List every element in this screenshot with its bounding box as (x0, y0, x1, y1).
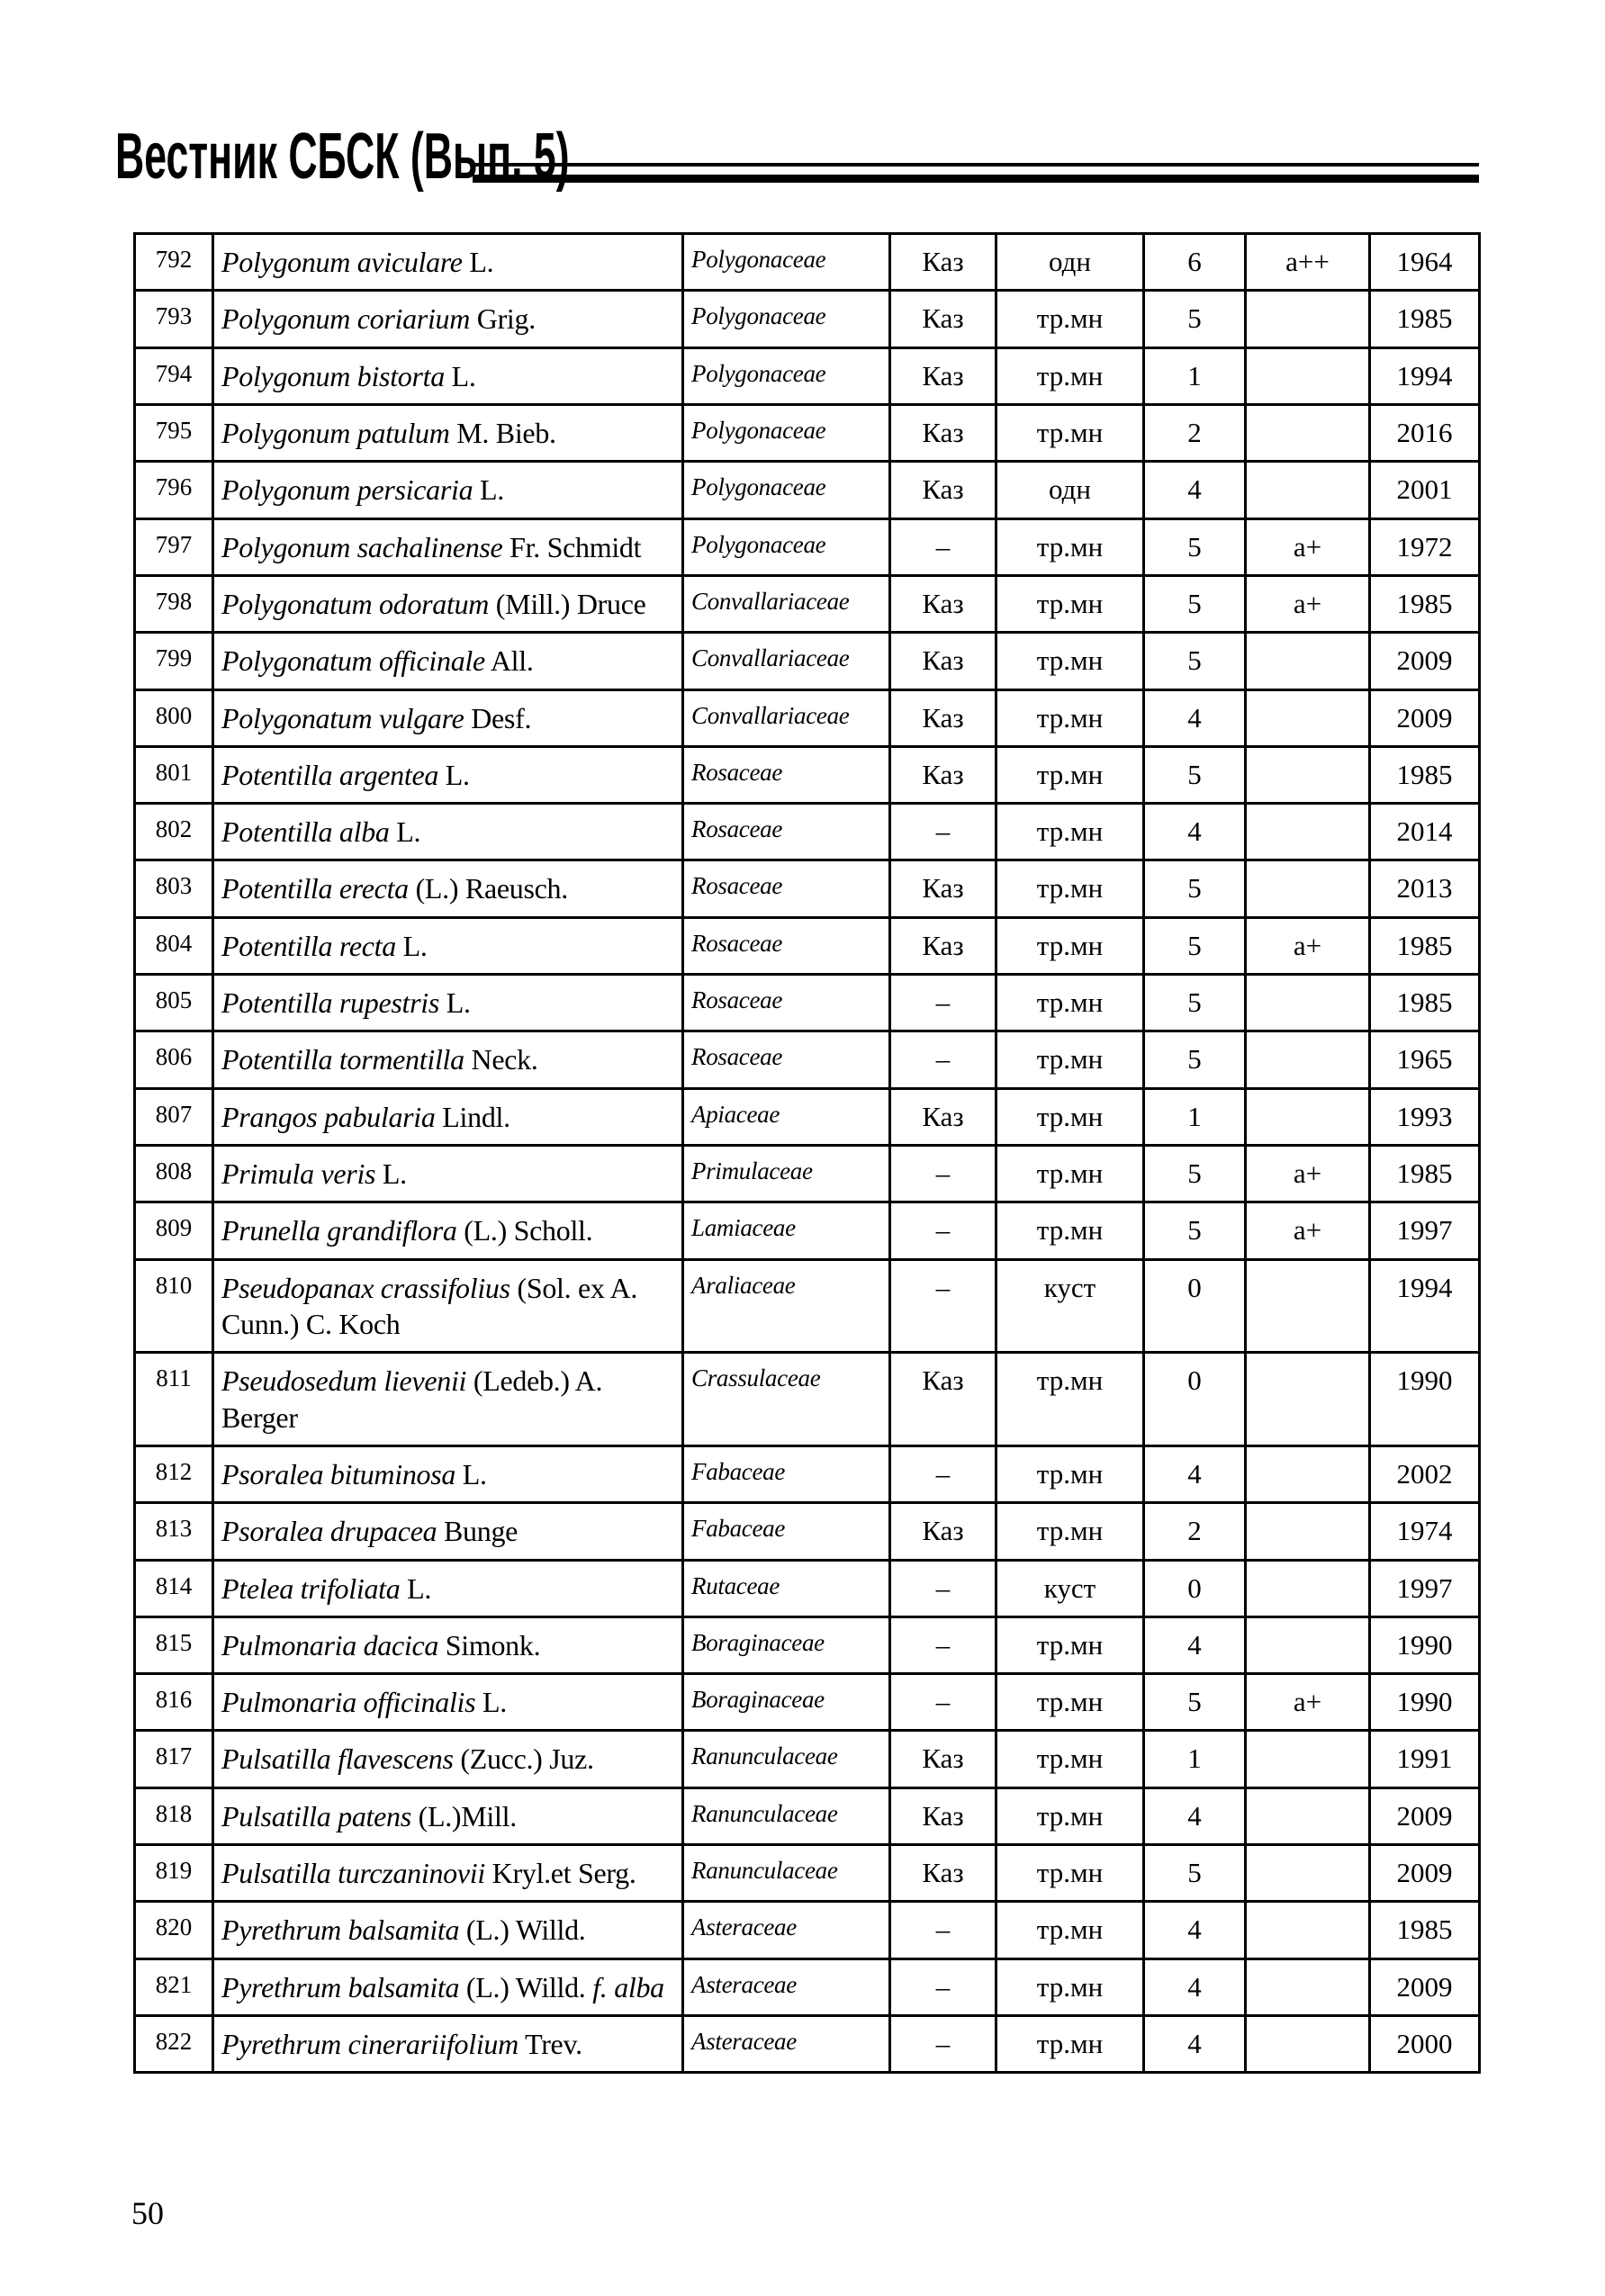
score-cell: 6 (1144, 234, 1246, 291)
family-cell: Convallariaceae (683, 689, 890, 746)
row-number-cell: 799 (135, 633, 213, 689)
mark-cell (1246, 1031, 1370, 1088)
year-cell: 2001 (1370, 462, 1480, 518)
table-row (135, 462, 1480, 518)
family-cell: Asteraceae (683, 2016, 890, 2073)
row-number-cell: 800 (135, 689, 213, 746)
row-number-cell: 792 (135, 234, 213, 291)
table-row (135, 860, 1480, 917)
score-cell: 5 (1144, 917, 1246, 974)
mark-cell (1246, 1445, 1370, 1502)
life-form-cell: тр.мн (996, 1146, 1144, 1202)
family-cell: Fabaceae (683, 1503, 890, 1560)
row-number-cell: 796 (135, 462, 213, 518)
region-cell: – (890, 975, 996, 1031)
species-name-cell: Primula veris L. (213, 1146, 683, 1202)
life-form-cell: тр.мн (996, 575, 1144, 632)
life-form-cell: тр.мн (996, 804, 1144, 860)
species-name-cell: Pulmonaria officinalis L. (213, 1674, 683, 1731)
species-name-cell: Potentilla tormentilla Neck. (213, 1031, 683, 1088)
species-name-cell: Polygonatum vulgare Desf. (213, 689, 683, 746)
table-row (135, 1845, 1480, 1902)
score-cell: 5 (1144, 1202, 1246, 1259)
row-number-cell: 804 (135, 917, 213, 974)
table-row (135, 1674, 1480, 1731)
species-name-cell: Prangos pabularia Lindl. (213, 1088, 683, 1145)
species-name-cell: Pyrethrum balsamita (L.) Willd. f. alba (213, 1958, 683, 2015)
score-cell: 4 (1144, 1902, 1246, 1958)
journal-title: Вестник СБСК (Вып. 5) (115, 121, 570, 193)
species-name-cell: Potentilla argentea L. (213, 746, 683, 803)
region-cell: – (890, 1958, 996, 2015)
life-form-cell: тр.мн (996, 1445, 1144, 1502)
life-form-cell: тр.мн (996, 404, 1144, 461)
table-row (135, 575, 1480, 632)
species-name-cell: Polygonum persicaria L. (213, 462, 683, 518)
mark-cell (1246, 860, 1370, 917)
row-number-cell: 808 (135, 1146, 213, 1202)
species-name-cell: Pseudosedum lievenii (Ledeb.) A. Berger (213, 1353, 683, 1446)
score-cell: 4 (1144, 462, 1246, 518)
score-cell: 5 (1144, 860, 1246, 917)
region-cell: Каз (890, 633, 996, 689)
table-row (135, 234, 1480, 291)
family-cell: Convallariaceae (683, 633, 890, 689)
year-cell: 2016 (1370, 404, 1480, 461)
year-cell: 1997 (1370, 1560, 1480, 1616)
family-cell: Rosaceae (683, 975, 890, 1031)
year-cell: 1997 (1370, 1202, 1480, 1259)
region-cell: – (890, 1259, 996, 1353)
mark-cell (1246, 1902, 1370, 1958)
family-cell: Araliaceae (683, 1259, 890, 1353)
mark-cell: a++ (1246, 234, 1370, 291)
score-cell: 0 (1144, 1353, 1246, 1446)
species-name-cell: Potentilla rupestris L. (213, 975, 683, 1031)
table-row (135, 1787, 1480, 1844)
score-cell: 5 (1144, 1845, 1246, 1902)
score-cell: 4 (1144, 804, 1246, 860)
year-cell: 1985 (1370, 917, 1480, 974)
table-row (135, 1088, 1480, 1145)
row-number-cell: 798 (135, 575, 213, 632)
family-cell: Ranunculaceae (683, 1787, 890, 1844)
row-number-cell: 814 (135, 1560, 213, 1616)
score-cell: 2 (1144, 404, 1246, 461)
score-cell: 5 (1144, 291, 1246, 347)
life-form-cell: тр.мн (996, 1845, 1144, 1902)
row-number-cell: 819 (135, 1845, 213, 1902)
table-row (135, 1503, 1480, 1560)
table-row (135, 1616, 1480, 1673)
table-row (135, 633, 1480, 689)
region-cell: Каз (890, 575, 996, 632)
life-form-cell: одн (996, 462, 1144, 518)
table-row (135, 1031, 1480, 1088)
region-cell: – (890, 1146, 996, 1202)
family-cell: Polygonaceae (683, 518, 890, 575)
row-number-cell: 806 (135, 1031, 213, 1088)
life-form-cell: тр.мн (996, 975, 1144, 1031)
region-cell: – (890, 1202, 996, 1259)
region-cell: Каз (890, 347, 996, 404)
table-row (135, 1902, 1480, 1958)
species-name-cell: Polygonum patulum M. Bieb. (213, 404, 683, 461)
region-cell: Каз (890, 462, 996, 518)
mark-cell: a+ (1246, 1674, 1370, 1731)
mark-cell (1246, 1503, 1370, 1560)
table-row (135, 804, 1480, 860)
row-number-cell: 809 (135, 1202, 213, 1259)
row-number-cell: 807 (135, 1088, 213, 1145)
year-cell: 1985 (1370, 975, 1480, 1031)
mark-cell (1246, 1259, 1370, 1353)
family-cell: Polygonaceae (683, 291, 890, 347)
life-form-cell: тр.мн (996, 1031, 1144, 1088)
row-number-cell: 822 (135, 2016, 213, 2073)
species-name-cell: Potentilla erecta (L.) Raeusch. (213, 860, 683, 917)
table-row (135, 2016, 1480, 2073)
score-cell: 5 (1144, 975, 1246, 1031)
family-cell: Rutaceae (683, 1560, 890, 1616)
region-cell: Каз (890, 404, 996, 461)
table-row (135, 1731, 1480, 1787)
family-cell: Rosaceae (683, 917, 890, 974)
score-cell: 4 (1144, 1616, 1246, 1673)
year-cell: 1990 (1370, 1674, 1480, 1731)
row-number-cell: 815 (135, 1616, 213, 1673)
table-row (135, 1958, 1480, 2015)
year-cell: 1991 (1370, 1731, 1480, 1787)
year-cell: 2014 (1370, 804, 1480, 860)
life-form-cell: тр.мн (996, 347, 1144, 404)
row-number-cell: 812 (135, 1445, 213, 1502)
mark-cell (1246, 1353, 1370, 1446)
life-form-cell: тр.мн (996, 1616, 1144, 1673)
score-cell: 1 (1144, 1088, 1246, 1145)
region-cell: Каз (890, 1845, 996, 1902)
table-row (135, 1202, 1480, 1259)
species-name-cell: Polygonatum odoratum (Mill.) Druce (213, 575, 683, 632)
mark-cell: a+ (1246, 575, 1370, 632)
year-cell: 1985 (1370, 575, 1480, 632)
life-form-cell: тр.мн (996, 1503, 1144, 1560)
family-cell: Primulaceae (683, 1146, 890, 1202)
region-cell: Каз (890, 1088, 996, 1145)
score-cell: 5 (1144, 575, 1246, 632)
species-name-cell: Pulmonaria dacica Simonk. (213, 1616, 683, 1673)
species-name-cell: Potentilla recta L. (213, 917, 683, 974)
year-cell: 2009 (1370, 633, 1480, 689)
region-cell: Каз (890, 1503, 996, 1560)
family-cell: Ranunculaceae (683, 1731, 890, 1787)
mark-cell (1246, 1616, 1370, 1673)
row-number-cell: 793 (135, 291, 213, 347)
table-row (135, 1560, 1480, 1616)
year-cell: 1985 (1370, 1146, 1480, 1202)
region-cell: – (890, 1616, 996, 1673)
species-name-cell: Polygonum sachalinense Fr. Schmidt (213, 518, 683, 575)
row-number-cell: 813 (135, 1503, 213, 1560)
species-name-cell: Psoralea drupacea Bunge (213, 1503, 683, 1560)
mark-cell: a+ (1246, 1146, 1370, 1202)
score-cell: 5 (1144, 746, 1246, 803)
row-number-cell: 820 (135, 1902, 213, 1958)
mark-cell (1246, 1088, 1370, 1145)
table-row (135, 746, 1480, 803)
mark-cell (1246, 804, 1370, 860)
family-cell: Crassulaceae (683, 1353, 890, 1446)
family-cell: Rosaceae (683, 860, 890, 917)
region-cell: Каз (890, 917, 996, 974)
score-cell: 5 (1144, 1674, 1246, 1731)
life-form-cell: тр.мн (996, 518, 1144, 575)
score-cell: 2 (1144, 1503, 1246, 1560)
family-cell: Fabaceae (683, 1445, 890, 1502)
year-cell: 1985 (1370, 291, 1480, 347)
life-form-cell: тр.мн (996, 2016, 1144, 2073)
table-row (135, 404, 1480, 461)
row-number-cell: 811 (135, 1353, 213, 1446)
row-number-cell: 818 (135, 1787, 213, 1844)
life-form-cell: куст (996, 1560, 1144, 1616)
table-row (135, 689, 1480, 746)
year-cell: 2013 (1370, 860, 1480, 917)
row-number-cell: 821 (135, 1958, 213, 2015)
table-row (135, 518, 1480, 575)
page-number: 50 (131, 2195, 164, 2231)
life-form-cell: тр.мн (996, 860, 1144, 917)
table-row (135, 347, 1480, 404)
row-number-cell: 803 (135, 860, 213, 917)
row-number-cell: 795 (135, 404, 213, 461)
score-cell: 1 (1144, 347, 1246, 404)
mark-cell (1246, 291, 1370, 347)
row-number-cell: 794 (135, 347, 213, 404)
score-cell: 4 (1144, 689, 1246, 746)
family-cell: Ranunculaceae (683, 1845, 890, 1902)
species-name-cell: Pulsatilla turczaninovii Kryl.et Serg. (213, 1845, 683, 1902)
life-form-cell: тр.мн (996, 1674, 1144, 1731)
year-cell: 1985 (1370, 1902, 1480, 1958)
score-cell: 1 (1144, 1731, 1246, 1787)
mark-cell: a+ (1246, 917, 1370, 974)
score-cell: 4 (1144, 1958, 1246, 2015)
table-row (135, 975, 1480, 1031)
species-name-cell: Pseudopanax crassifolius (Sol. ex A. Cunn.) C. Koch (213, 1259, 683, 1353)
row-number-cell: 805 (135, 975, 213, 1031)
row-number-cell: 816 (135, 1674, 213, 1731)
family-cell: Apiaceae (683, 1088, 890, 1145)
species-name-cell: Potentilla alba L. (213, 804, 683, 860)
region-cell: Каз (890, 234, 996, 291)
species-name-cell: Polygonum aviculare L. (213, 234, 683, 291)
family-cell: Rosaceae (683, 1031, 890, 1088)
year-cell: 1985 (1370, 746, 1480, 803)
mark-cell (1246, 1787, 1370, 1844)
family-cell: Polygonaceae (683, 404, 890, 461)
life-form-cell: куст (996, 1259, 1144, 1353)
mark-cell (1246, 462, 1370, 518)
life-form-cell: тр.мн (996, 1787, 1144, 1844)
region-cell: Каз (890, 1787, 996, 1844)
life-form-cell: тр.мн (996, 1202, 1144, 1259)
year-cell: 2009 (1370, 1958, 1480, 2015)
region-cell: Каз (890, 860, 996, 917)
mark-cell (1246, 1958, 1370, 2015)
year-cell: 1994 (1370, 1259, 1480, 1353)
life-form-cell: тр.мн (996, 1731, 1144, 1787)
family-cell: Lamiaceae (683, 1202, 890, 1259)
year-cell: 1994 (1370, 347, 1480, 404)
table-row (135, 1259, 1480, 1353)
row-number-cell: 810 (135, 1259, 213, 1353)
species-name-cell: Pyrethrum cinerariifolium Trev. (213, 2016, 683, 2073)
mark-cell (1246, 975, 1370, 1031)
region-cell: Каз (890, 1731, 996, 1787)
species-name-cell: Polygonum coriarium Grig. (213, 291, 683, 347)
year-cell: 1993 (1370, 1088, 1480, 1145)
score-cell: 4 (1144, 1787, 1246, 1844)
year-cell: 1965 (1370, 1031, 1480, 1088)
family-cell: Polygonaceae (683, 347, 890, 404)
year-cell: 1990 (1370, 1616, 1480, 1673)
row-number-cell: 801 (135, 746, 213, 803)
score-cell: 4 (1144, 2016, 1246, 2073)
family-cell: Asteraceae (683, 1958, 890, 2015)
region-cell: Каз (890, 1353, 996, 1446)
species-name-cell: Polygonatum officinale All. (213, 633, 683, 689)
year-cell: 1972 (1370, 518, 1480, 575)
family-cell: Boraginaceae (683, 1674, 890, 1731)
family-cell: Rosaceae (683, 746, 890, 803)
region-cell: – (890, 1560, 996, 1616)
region-cell: Каз (890, 689, 996, 746)
life-form-cell: тр.мн (996, 1088, 1144, 1145)
mark-cell: a+ (1246, 1202, 1370, 1259)
year-cell: 2000 (1370, 2016, 1480, 2073)
mark-cell (1246, 746, 1370, 803)
region-cell: – (890, 1445, 996, 1502)
year-cell: 1990 (1370, 1353, 1480, 1446)
life-form-cell: тр.мн (996, 1902, 1144, 1958)
species-table (133, 232, 1481, 2074)
row-number-cell: 797 (135, 518, 213, 575)
life-form-cell: тр.мн (996, 689, 1144, 746)
mark-cell (1246, 347, 1370, 404)
species-name-cell: Pulsatilla patens (L.)Mill. (213, 1787, 683, 1844)
table-row (135, 917, 1480, 974)
species-name-cell: Prunella grandiflora (L.) Scholl. (213, 1202, 683, 1259)
header-rule (473, 163, 1479, 183)
region-cell: – (890, 1031, 996, 1088)
table-row (135, 1146, 1480, 1202)
mark-cell: a+ (1246, 518, 1370, 575)
mark-cell (1246, 1845, 1370, 1902)
life-form-cell: тр.мн (996, 1958, 1144, 2015)
score-cell: 5 (1144, 518, 1246, 575)
row-number-cell: 817 (135, 1731, 213, 1787)
table-row (135, 1445, 1480, 1502)
year-cell: 2009 (1370, 1845, 1480, 1902)
score-cell: 0 (1144, 1259, 1246, 1353)
mark-cell (1246, 1731, 1370, 1787)
family-cell: Boraginaceae (683, 1616, 890, 1673)
region-cell: – (890, 1674, 996, 1731)
score-cell: 5 (1144, 1031, 1246, 1088)
region-cell: – (890, 518, 996, 575)
mark-cell (1246, 404, 1370, 461)
species-name-cell: Polygonum bistorta L. (213, 347, 683, 404)
mark-cell (1246, 1560, 1370, 1616)
region-cell: – (890, 1902, 996, 1958)
life-form-cell: тр.мн (996, 1353, 1144, 1446)
region-cell: Каз (890, 291, 996, 347)
score-cell: 5 (1144, 1146, 1246, 1202)
species-name-cell: Pyrethrum balsamita (L.) Willd. (213, 1902, 683, 1958)
table-row (135, 291, 1480, 347)
mark-cell (1246, 633, 1370, 689)
family-cell: Rosaceae (683, 804, 890, 860)
score-cell: 4 (1144, 1445, 1246, 1502)
year-cell: 2009 (1370, 689, 1480, 746)
year-cell: 1974 (1370, 1503, 1480, 1560)
mark-cell (1246, 2016, 1370, 2073)
table-row (135, 1353, 1480, 1446)
life-form-cell: тр.мн (996, 291, 1144, 347)
region-cell: – (890, 804, 996, 860)
species-name-cell: Psoralea bituminosa L. (213, 1445, 683, 1502)
life-form-cell: тр.мн (996, 746, 1144, 803)
year-cell: 1964 (1370, 234, 1480, 291)
life-form-cell: одн (996, 234, 1144, 291)
family-cell: Convallariaceae (683, 575, 890, 632)
species-name-cell: Ptelea trifoliata L. (213, 1560, 683, 1616)
year-cell: 2009 (1370, 1787, 1480, 1844)
year-cell: 2002 (1370, 1445, 1480, 1502)
row-number-cell: 802 (135, 804, 213, 860)
species-name-cell: Pulsatilla flavescens (Zucc.) Juz. (213, 1731, 683, 1787)
family-cell: Polygonaceae (683, 462, 890, 518)
score-cell: 5 (1144, 633, 1246, 689)
score-cell: 0 (1144, 1560, 1246, 1616)
life-form-cell: тр.мн (996, 917, 1144, 974)
region-cell: Каз (890, 746, 996, 803)
family-cell: Polygonaceae (683, 234, 890, 291)
region-cell: – (890, 2016, 996, 2073)
family-cell: Asteraceae (683, 1902, 890, 1958)
life-form-cell: тр.мн (996, 633, 1144, 689)
mark-cell (1246, 689, 1370, 746)
